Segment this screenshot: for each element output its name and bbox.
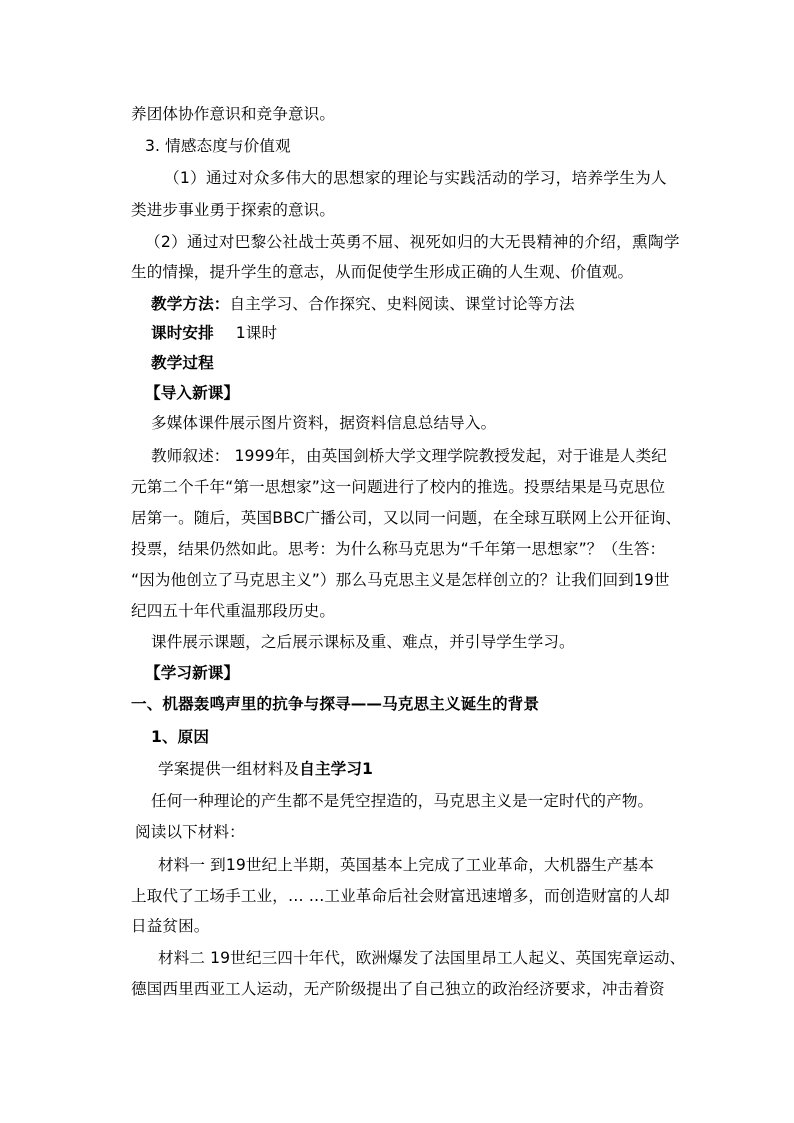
schedule-label: 课时安排 [151,324,214,342]
process-heading: 教学过程 [151,354,214,372]
text-line: 投票，结果仍然如此。思考：为什么称马克思为“千年第一思想家”？（生答： [131,540,666,558]
case-bold: 自主学习1 [299,760,373,778]
text-line: 上取代了工场手工业，… …工业革命后社会财富迅速增多，而创造财富的人却 [131,887,670,905]
text-line: （2）通过对巴黎公社战士英勇不屈、视死如归的大无畏精神的介绍，熏陶学 [145,233,680,251]
subsection-heading: 3. 情感态度与价值观 [145,137,291,155]
text-line: 教师叙述： 1999年，由英国剑桥大学文理学院教授发起，对于谁是人类纪 [151,447,667,465]
text-line: 纪四五十年代重温那段历史。 [131,602,336,620]
text-line: 任何一种理论的产生都不是凭空捏造的，马克思主义是一定时代的产物。 [151,792,654,810]
case-text: 学案提供一组材料及 [158,760,300,778]
text-line: 居第一。随后，英国BBC广播公司，又以同一问题，在全球互联网上公开征询、 [131,509,682,527]
text-line: 类进步事业勇于探索的意识。 [131,201,336,219]
schedule-text: 1课时 [235,324,278,342]
text-line: 日益贫困。 [131,917,210,935]
text-line: 材料二 19世纪三四十年代，欧洲爆发了法国里昂工人起义、英国宪章运动、 [158,949,686,967]
text-line: 多媒体课件展示图片资料，据资料信息总结导入。 [151,414,497,432]
text-line: 德国西里西亚工人运动，无产阶级提出了自己独立的政治经济要求，冲击着资 [131,980,665,998]
text-line: （1）通过对众多伟大的思想家的理论与实践活动的学习，培养学生为人 [164,169,667,187]
case-line [158,759,373,779]
section-heading: 一、机器轰鸣声里的抗争与探寻——马克思主义诞生的背景 [131,695,540,713]
text-line: 阅读以下材料： [135,823,245,841]
intro-heading: 【导入新课】 [145,384,240,402]
text-line: 材料一 到19世纪上半期，英国基本上完成了工业革命，大机器生产基本 [158,856,654,874]
teaching-method-line [151,294,575,314]
sub-heading: 1、原因 [151,728,210,746]
text-line: “因为他创立了马克思主义”）那么马克思主义是怎样创立的？让我们回到19世 [131,571,670,589]
text-line: 生的情操，提升学生的意志，从而促使学生形成正确的人生观、价值观。 [131,263,634,281]
teaching-method-text: 自主学习、合作探究、史料阅读、课堂讨论等方法 [229,295,575,313]
teaching-method-label: 教学方法： [151,295,230,313]
learn-heading: 【学习新课】 [145,664,240,682]
text-line: 养团体协作意识和竞争意识。 [131,105,336,123]
text-line: 元第二个千年“第一思想家”这一问题进行了校内的推选。投票结果是马克思位 [131,478,666,496]
text-line: 课件展示课题，之后展示课标及重、难点，并引导学生学习。 [151,633,575,651]
schedule-line [151,323,277,343]
